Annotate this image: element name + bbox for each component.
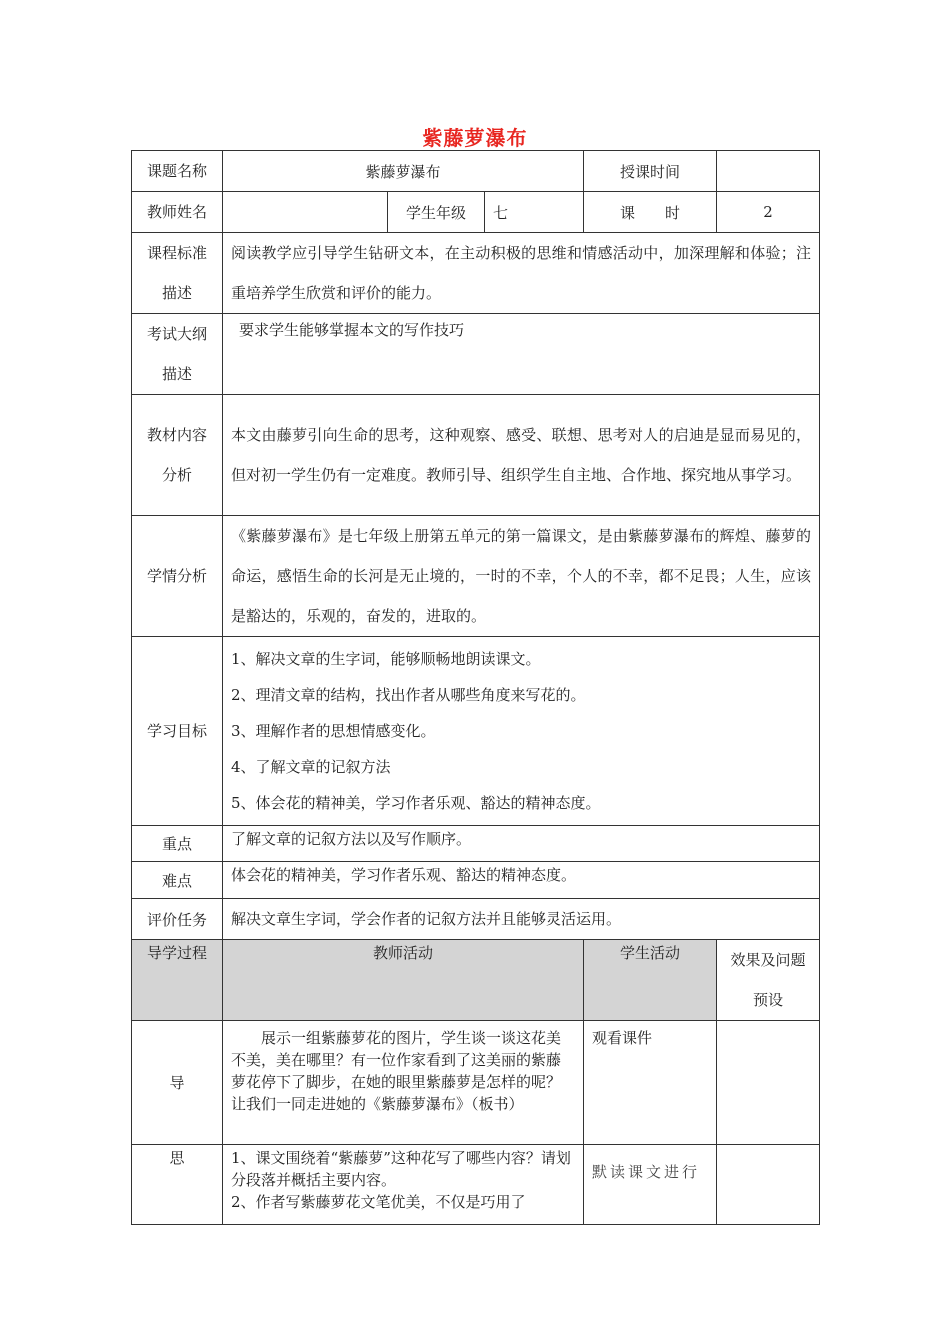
row-goals [132, 637, 820, 826]
grade-value: 七 [485, 192, 584, 233]
step-effect [717, 1145, 820, 1225]
exam-text: 要求学生能够掌握本文的写作技巧 [223, 314, 820, 395]
lesson-plan-table [131, 150, 820, 1225]
material-label-line2: 分析 [161, 466, 192, 484]
row-situation [132, 516, 820, 637]
row-topic [132, 151, 820, 192]
hours-value: 2 [717, 192, 820, 233]
goals-label: 学习目标 [132, 637, 223, 826]
goal-item: 1、解决文章的生字词，能够顺畅地朗读课文。 [231, 650, 541, 668]
row-standard [132, 233, 820, 314]
row-material [132, 395, 820, 516]
difficult-text: 体会花的精神美，学习作者乐观、豁达的精神态度。 [223, 862, 820, 899]
process-header-effect-line2: 预设 [753, 991, 784, 1009]
goal-item: 4、了解文章的记叙方法 [231, 758, 391, 776]
exam-label-line2: 描述 [161, 365, 192, 383]
exam-label [132, 314, 223, 395]
goal-item: 3、理解作者的思想情感变化。 [231, 722, 436, 740]
row-eval [132, 899, 820, 940]
situation-text: 《紫藤萝瀑布》是七年级上册第五单元的第一篇课文，是由紫藤萝瀑布的辉煌、藤萝的命运，感悟生命的长河是无止境的，一时的不幸，个人的不幸，都不足畏；人生，应该是豁达的，乐观的，奋发的，进取的。 [223, 516, 820, 637]
process-step-row [132, 1021, 820, 1145]
material-label-line1: 教材内容 [146, 426, 207, 444]
row-teacher [132, 192, 820, 233]
eval-text: 解决文章生字词，学会作者的记叙方法并且能够灵活运用。 [223, 899, 820, 940]
standard-label-line2: 描述 [161, 284, 192, 302]
standard-text: 阅读教学应引导学生钻研文本，在主动积极的思维和情感活动中，加深理解和体验；注重培养学生欣赏和评价的能力。 [223, 233, 820, 314]
step-teacher-activity: 展示一组紫藤萝花的图片，学生谈一谈这花美不美，美在哪里？有一位作家看到了这美丽的紫藤萝花停下了脚步，在她的眼里紫藤萝是怎样的呢？让我们一同走进她的《紫藤萝瀑布》（板书） [223, 1021, 584, 1145]
grade-label: 学生年级 [388, 192, 485, 233]
goals-list [223, 637, 820, 826]
teacher-label: 教师姓名 [132, 192, 223, 233]
step-stage: 导 [132, 1021, 223, 1145]
step-student-activity: 观看课件 [584, 1021, 717, 1145]
document-title: 紫藤萝瀑布 [422, 126, 528, 150]
time-label: 授课时间 [584, 151, 717, 192]
key-label: 重点 [132, 826, 223, 862]
material-label [132, 395, 223, 516]
exam-label-line1: 考试大纲 [146, 325, 207, 343]
difficult-label: 难点 [132, 862, 223, 899]
row-key [132, 826, 820, 862]
process-header-teacher: 教师活动 [223, 940, 584, 1021]
process-header-effect-line1: 效果及问题 [730, 951, 806, 969]
situation-label: 学情分析 [132, 516, 223, 637]
standard-label-line1: 课程标准 [146, 244, 207, 262]
goal-item: 2、理清文章的结构，找出作者从哪些角度来写花的。 [231, 686, 586, 704]
process-header-student: 学生活动 [584, 940, 717, 1021]
process-header-row [132, 940, 820, 1021]
process-step-row [132, 1145, 820, 1225]
topic-label: 课题名称 [132, 151, 223, 192]
teacher-value [223, 192, 388, 233]
material-text: 本文由藤萝引向生命的思考，这种观察、感受、联想、思考对人的启迪是显而易见的，但对初一学生仍有一定难度。教师引导、组织学生自主地、合作地、探究地从事学习。 [223, 395, 820, 516]
row-exam [132, 314, 820, 395]
step-student-activity: 默读课文进行 [584, 1145, 717, 1225]
time-value [717, 151, 820, 192]
step-stage: 思 [132, 1145, 223, 1225]
step-teacher-line: 2、作者写紫藤萝花文笔优美，不仅是巧用了 [231, 1193, 526, 1211]
topic-value: 紫藤萝瀑布 [223, 151, 584, 192]
standard-label [132, 233, 223, 314]
step-teacher-line: 1、课文围绕着“紫藤萝”这种花写了哪些内容？请划分段落并概括主要内容。 [231, 1149, 571, 1189]
step-effect [717, 1021, 820, 1145]
goal-item: 5、体会花的精神美，学习作者乐观、豁达的精神态度。 [231, 794, 601, 812]
row-difficult [132, 862, 820, 899]
hours-label: 课 时 [584, 192, 717, 233]
process-header-stage: 导学过程 [132, 940, 223, 1021]
step-teacher-activity [223, 1145, 584, 1225]
key-text: 了解文章的记叙方法以及写作顺序。 [223, 826, 820, 862]
eval-label: 评价任务 [132, 899, 223, 940]
process-header-effect [717, 940, 820, 1021]
